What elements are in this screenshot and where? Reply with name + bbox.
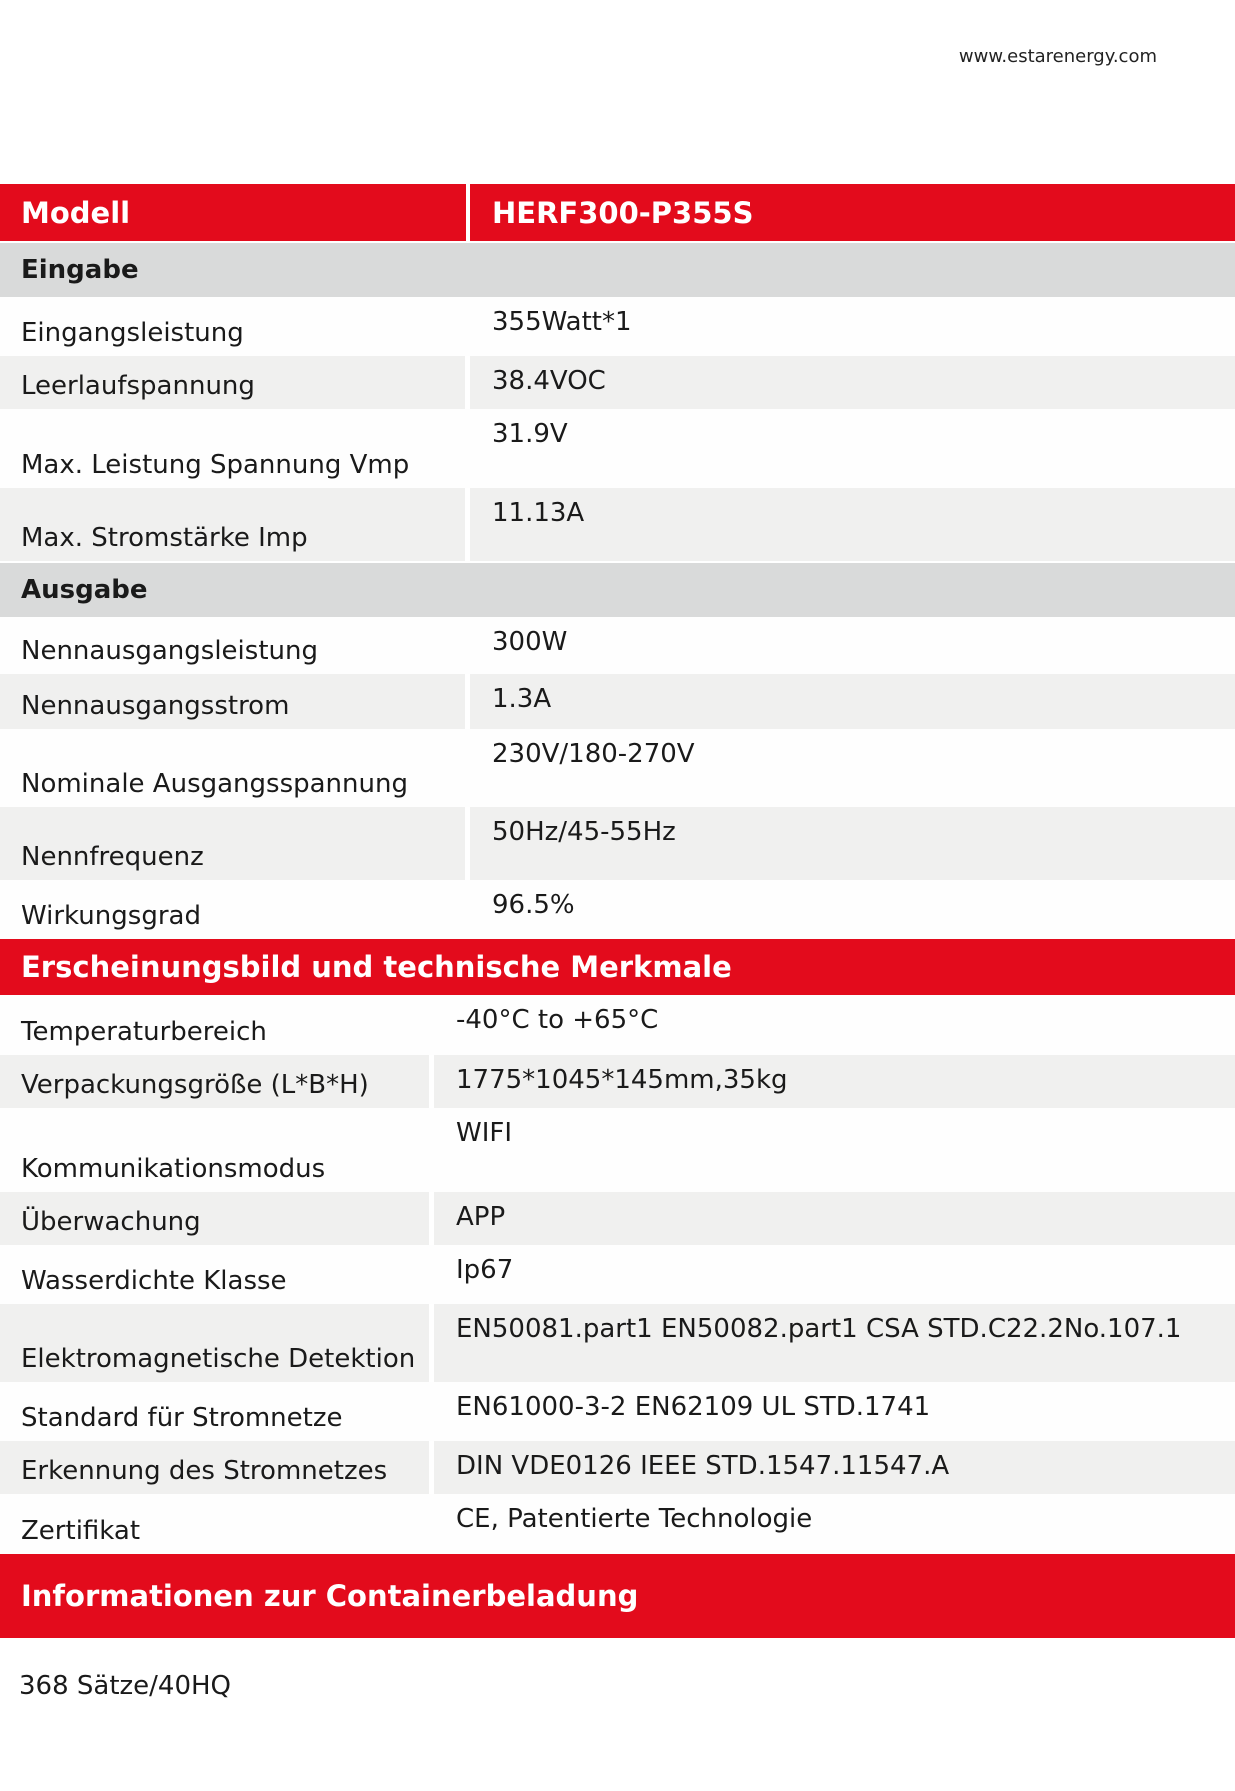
container-loading-value: 368 Sätze/40HQ xyxy=(19,1671,232,1701)
spec-label: Max. Stromstärke Imp xyxy=(0,488,470,561)
spec-value: 1.3A xyxy=(470,674,1235,729)
spec-value: Ip67 xyxy=(434,1245,1235,1304)
section-container: Informationen zur Containerbeladung xyxy=(0,1554,1235,1638)
spec-row xyxy=(0,674,1235,729)
section-appearance: Erscheinungsbild und technische Merkmale xyxy=(0,939,1235,995)
spec-value: 96.5% xyxy=(470,880,1235,939)
section-ausgabe: Ausgabe xyxy=(0,563,1235,617)
spec-label: Max. Leistung Spannung Vmp xyxy=(0,409,470,488)
spec-row xyxy=(0,1494,1235,1554)
spec-row xyxy=(0,807,1235,880)
spec-value: 300W xyxy=(470,617,1235,674)
website-url: www.estarenergy.com xyxy=(958,46,1157,67)
spec-label: Leerlaufspannung xyxy=(0,356,470,409)
spec-row xyxy=(0,297,1235,356)
spec-value: CE, Patentierte Technologie xyxy=(434,1494,1235,1554)
spec-label: Nennfrequenz xyxy=(0,807,470,880)
spec-label: Eingangsleistung xyxy=(0,297,470,356)
spec-row xyxy=(0,1055,1235,1108)
spec-row xyxy=(0,488,1235,561)
spec-label: Verpackungsgröße (L*B*H) xyxy=(0,1055,434,1108)
spec-row xyxy=(0,1304,1235,1382)
spec-value: 1775*1045*145mm,35kg xyxy=(434,1055,1235,1108)
spec-label: Wasserdichte Klasse xyxy=(0,1245,434,1304)
spec-row xyxy=(0,1441,1235,1494)
model-label: Modell xyxy=(0,184,470,241)
spec-row xyxy=(0,880,1235,939)
spec-label: Wirkungsgrad xyxy=(0,880,470,939)
model-header-row xyxy=(0,184,1235,241)
spec-label: Erkennung des Stromnetzes xyxy=(0,1441,434,1494)
spec-value: EN50081.part1 EN50082.part1 CSA STD.C22.2No.107.1 xyxy=(434,1304,1235,1382)
spec-label: Kommunikationsmodus xyxy=(0,1108,434,1192)
spec-value: 50Hz/45-55Hz xyxy=(470,807,1235,880)
spec-row xyxy=(0,617,1235,674)
spec-value: 11.13A xyxy=(470,488,1235,561)
spec-label: Überwachung xyxy=(0,1192,434,1245)
spec-value: WIFI xyxy=(434,1108,1235,1192)
spec-label: Nominale Ausgangsspannung xyxy=(0,729,470,807)
section-eingabe: Eingabe xyxy=(0,243,1235,297)
spec-label: Elektromagnetische Detektion xyxy=(0,1304,434,1382)
spec-value: -40°C to +65°C xyxy=(434,995,1235,1055)
spec-row xyxy=(0,356,1235,409)
spec-row xyxy=(0,1108,1235,1192)
spec-label: Zertifikat xyxy=(0,1494,434,1554)
spec-label: Standard für Stromnetze xyxy=(0,1382,434,1441)
model-value: HERF300-P355S xyxy=(492,195,754,230)
spec-label: Nennausgangsleistung xyxy=(0,617,470,674)
spec-value: DIN VDE0126 IEEE STD.1547.11547.A xyxy=(434,1441,1235,1494)
spec-row xyxy=(0,409,1235,488)
spec-label: Nennausgangsstrom xyxy=(0,674,470,729)
spec-row xyxy=(0,729,1235,807)
spec-value: EN61000-3-2 EN62109 UL STD.1741 xyxy=(434,1382,1235,1441)
spec-value: 230V/180-270V xyxy=(470,729,1235,807)
spec-value: 38.4VOC xyxy=(470,356,1235,409)
spec-row xyxy=(0,1382,1235,1441)
spec-value: 31.9V xyxy=(470,409,1235,488)
spec-value: APP xyxy=(434,1192,1235,1245)
spec-row xyxy=(0,995,1235,1055)
spec-row xyxy=(0,1192,1235,1245)
spec-label: Temperaturbereich xyxy=(0,995,434,1055)
spec-value: 355Watt*1 xyxy=(470,297,1235,356)
spec-row xyxy=(0,1245,1235,1304)
